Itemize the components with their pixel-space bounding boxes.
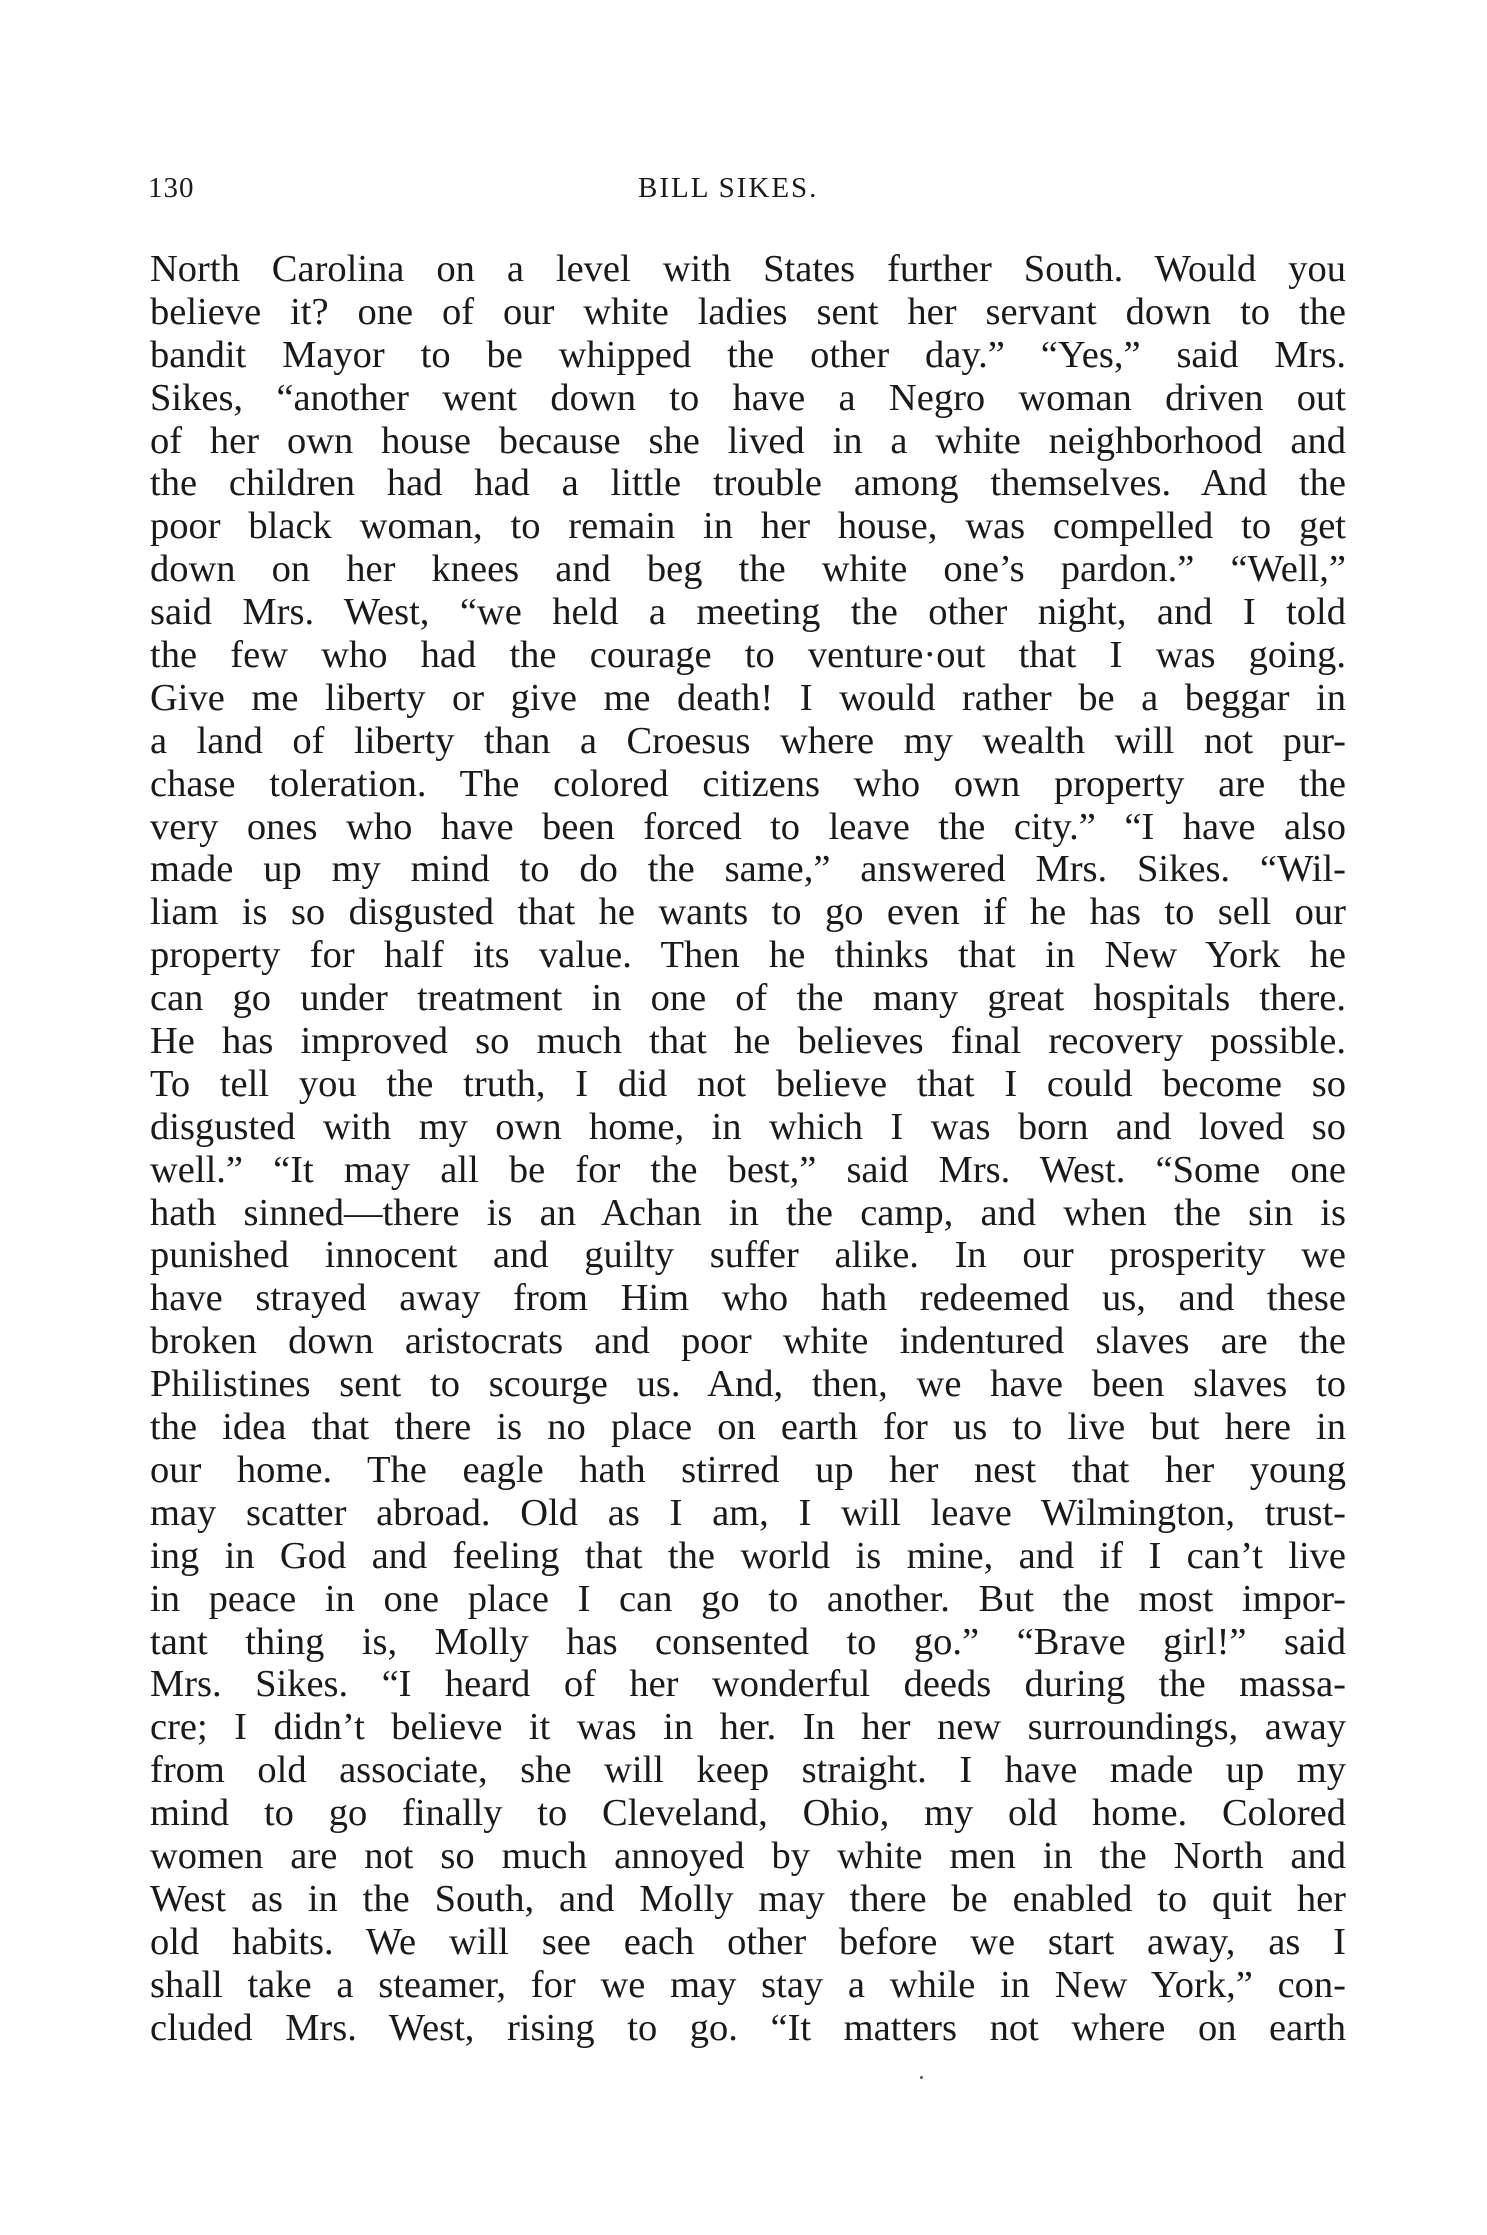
text-line: our home. The eagle hath stirred up her nest that her young <box>150 1448 1346 1491</box>
text-line: women are not so much annoyed by white men in the North and <box>150 1834 1346 1877</box>
page-number: 130 <box>148 172 195 204</box>
text-line: may scatter abroad. Old as I am, I will leave Wilmington, trust- <box>150 1491 1346 1534</box>
text-line: Sikes, “another went down to have a Negro woman driven out <box>150 376 1346 419</box>
text-line: the children had had a little trouble among themselves. And the <box>150 462 1346 505</box>
text-line: from old associate, she will keep straight. I have made up my <box>150 1749 1346 1792</box>
text-line: He has improved so much that he believes final recovery possible. <box>150 1020 1346 1063</box>
text-line: Mrs. Sikes. “I heard of her wonderful deeds during the massa- <box>150 1663 1346 1706</box>
text-line: believe it? one of our white ladies sent her servant down to the <box>150 290 1346 333</box>
text-line: chase toleration. The colored citizens who own property are the <box>150 762 1346 805</box>
text-line: the few who had the courage to venture·out that I was going. <box>150 634 1346 677</box>
text-line: can go under treatment in one of the many great hospitals there. <box>150 977 1346 1020</box>
text-line: made up my mind to do the same,” answered Mrs. Sikes. “Wil- <box>150 848 1346 891</box>
text-line: punished innocent and guilty suffer alike. In our prosperity we <box>150 1234 1346 1277</box>
text-line: in peace in one place I can go to another. But the most impor- <box>150 1577 1346 1620</box>
text-line: broken down aristocrats and poor white indentured slaves are the <box>150 1320 1346 1363</box>
text-line: hath sinned—there is an Achan in the camp, and when the sin is <box>150 1191 1346 1234</box>
text-line: To tell you the truth, I did not believe that I could become so <box>150 1062 1346 1105</box>
text-line: shall take a steamer, for we may stay a while in New York,” con- <box>150 1963 1346 2006</box>
text-line: liam is so disgusted that he wants to go even if he has to sell our <box>150 891 1346 934</box>
text-line: disgusted with my own home, in which I was born and loved so <box>150 1105 1346 1148</box>
text-line: tant thing is, Molly has consented to go.” “Brave girl!” said <box>150 1620 1346 1663</box>
text-line: property for half its value. Then he thinks that in New York he <box>150 934 1346 977</box>
text-line: of her own house because she lived in a white neighborhood and <box>150 419 1346 462</box>
text-line: well.” “It may all be for the best,” said Mrs. West. “Some one <box>150 1148 1346 1191</box>
text-line: poor black woman, to remain in her house, was compelled to get <box>150 505 1346 548</box>
text-line: old habits. We will see each other before we start away, as I <box>150 1920 1346 1963</box>
text-line: have strayed away from Him who hath redeemed us, and these <box>150 1277 1346 1320</box>
text-line: West as in the South, and Molly may there be enabled to quit her <box>150 1877 1346 1920</box>
text-line: Philistines sent to scourge us. And, then, we have been slaves to <box>150 1363 1346 1406</box>
text-line: Give me liberty or give me death! I would rather be a beggar in <box>150 676 1346 719</box>
text-line: cre; I didn’t believe it was in her. In her new surroundings, away <box>150 1706 1346 1749</box>
text-line: down on her knees and beg the white one’s pardon.” “Well,” <box>150 548 1346 591</box>
text-line: cluded Mrs. West, rising to go. “It matters not where on earth <box>150 2006 1346 2049</box>
page-header <box>148 168 1348 208</box>
text-line: very ones who have been forced to leave the city.” “I have also <box>150 805 1346 848</box>
body-text <box>150 248 1346 2049</box>
text-line: mind to go finally to Cleveland, Ohio, my old home. Colored <box>150 1792 1346 1835</box>
text-line: bandit Mayor to be whipped the other day.” “Yes,” said Mrs. <box>150 333 1346 376</box>
text-line: said Mrs. West, “we held a meeting the other night, and I told <box>150 591 1346 634</box>
text-line: a land of liberty than a Croesus where my wealth will not pur- <box>150 719 1346 762</box>
text-line: the idea that there is no place on earth for us to live but here in <box>150 1406 1346 1449</box>
running-head: BILL SIKES. <box>638 172 819 204</box>
text-line: ing in God and feeling that the world is mine, and if I can’t live <box>150 1534 1346 1577</box>
print-speck <box>920 2076 923 2079</box>
text-line: North Carolina on a level with States further South. Would you <box>150 248 1346 290</box>
